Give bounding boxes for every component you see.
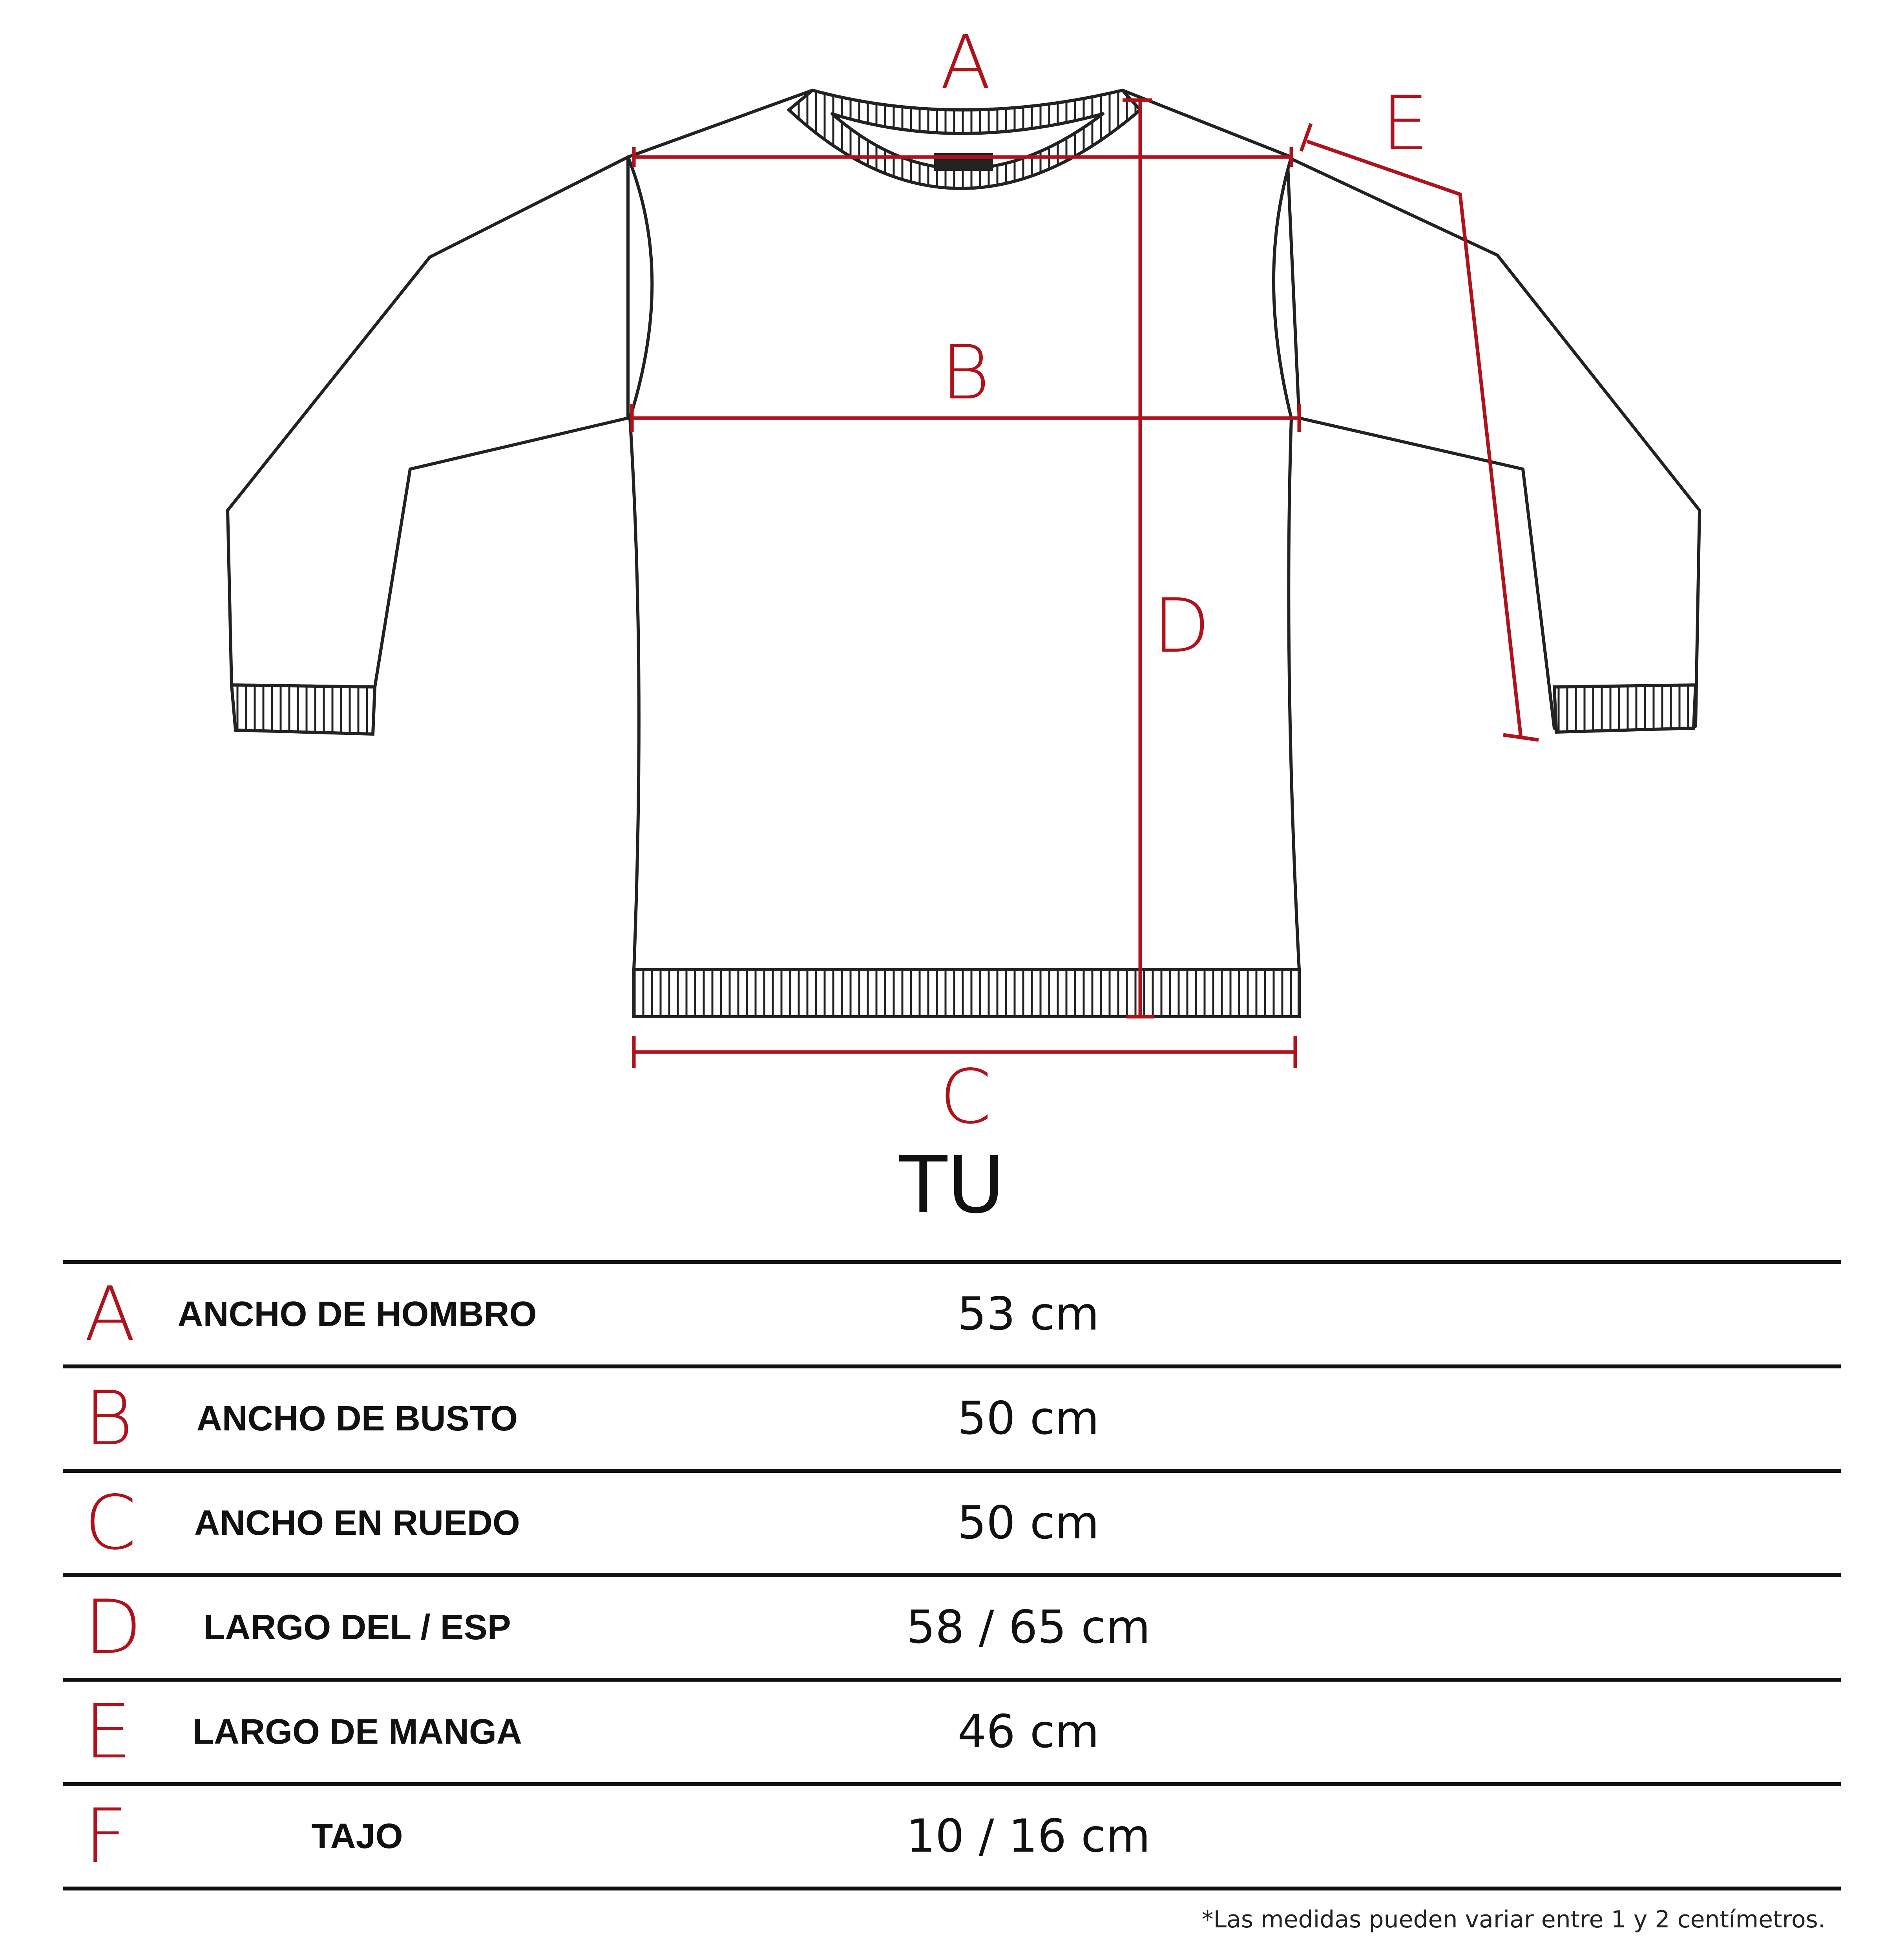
row-value: 58 / 65 cm <box>906 1601 1150 1654</box>
right-cuff <box>1554 685 1696 732</box>
right-sleeve <box>1287 157 1700 728</box>
left-cuff <box>232 685 375 734</box>
table-row <box>63 1473 1841 1577</box>
table-row <box>63 1264 1841 1368</box>
marker-d: D <box>1152 583 1210 669</box>
marker-a: A <box>940 19 991 106</box>
row-label: ANCHO DE HOMBRO <box>177 1295 537 1334</box>
marker-c: C <box>939 1054 992 1138</box>
row-label: ANCHO EN RUEDO <box>194 1503 520 1543</box>
row-label: TAJO <box>311 1817 403 1856</box>
row-value: 50 cm <box>957 1496 1099 1549</box>
measurement-table <box>63 1260 1841 1890</box>
row-label: ANCHO DE BUSTO <box>196 1399 518 1438</box>
row-label: LARGO DEL / ESP <box>203 1608 511 1647</box>
table-row <box>63 1368 1841 1473</box>
row-letter: B <box>84 1375 133 1462</box>
hem-rib <box>634 970 1299 1017</box>
row-value: 53 cm <box>957 1288 1099 1341</box>
row-letter: F <box>84 1793 128 1879</box>
row-letter: D <box>84 1584 142 1671</box>
sweater-body <box>628 90 1299 970</box>
table-row <box>63 1577 1841 1682</box>
marker-b: B <box>941 329 990 416</box>
table-row <box>63 1682 1841 1786</box>
row-value: 46 cm <box>957 1705 1099 1758</box>
row-letter: C <box>84 1479 137 1566</box>
left-sleeve <box>228 157 628 687</box>
marker-e: E <box>1381 80 1429 167</box>
row-letter: E <box>84 1688 132 1775</box>
size-title: TU <box>899 1140 1005 1231</box>
footnote: *Las medidas pueden variar entre 1 y 2 centímetros. <box>1201 1906 1826 1933</box>
table-row <box>63 1786 1841 1890</box>
row-value: 10 / 16 cm <box>906 1810 1150 1863</box>
row-letter: A <box>84 1271 135 1357</box>
row-value: 50 cm <box>957 1392 1099 1445</box>
row-label: LARGO DE MANGA <box>192 1712 522 1752</box>
